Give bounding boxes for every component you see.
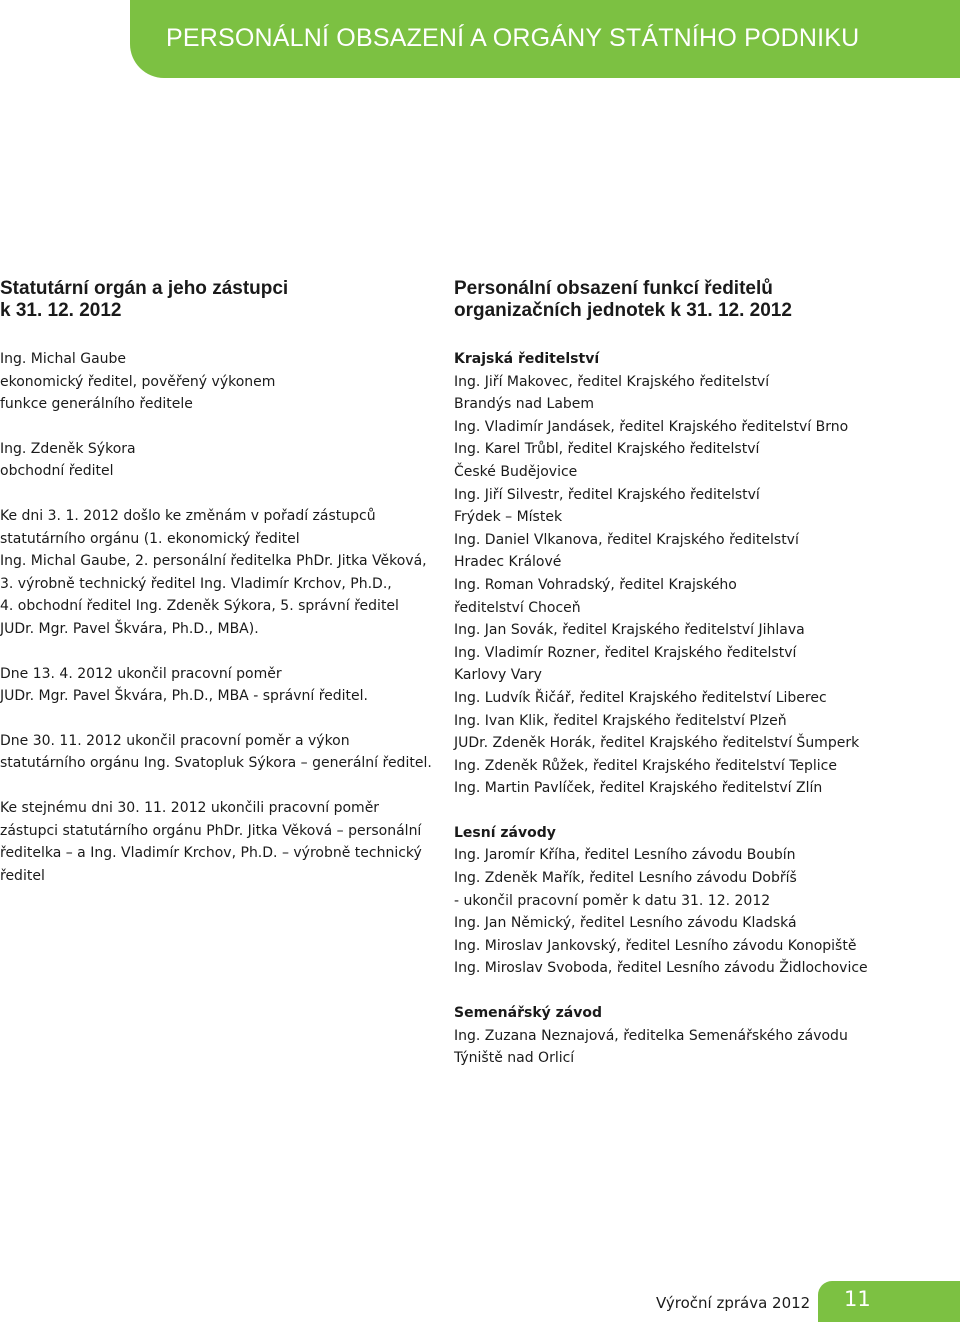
text-line: funkce generálního ředitele [0,396,193,413]
left-column [0,278,432,887]
text-line: 4. obchodní ředitel Ing. Zdeněk Sýkora, 5. správní ředitel [0,598,399,615]
director-line: Ing. Zdeněk Mařík, ředitel Lesního závodu Dobříš [454,870,797,887]
paragraph-november [0,730,432,775]
text-line: ekonomický ředitel, pověřený výkonem [0,373,276,390]
text-line: Ing. Michal Gaube, 2. personální ředitelka PhDr. Jitka Věková, [0,553,427,570]
text-line: ředitelka – a Ing. Vladimír Krchov, Ph.D. – výrobně technický [0,845,422,862]
section-seed-plant [454,1002,954,1070]
text-line: statutárního orgánu Ing. Svatopluk Sýkora – generální ředitel. [0,755,432,772]
text-line: statutárního orgánu (1. ekonomický ředitel [0,530,300,547]
director-line: JUDr. Zdeněk Horák, ředitel Krajského ředitelství Šumperk [454,735,860,752]
right-column [454,278,954,1070]
header-banner [130,0,960,78]
section-title: Lesní závody [454,824,556,841]
right-heading [454,278,954,322]
left-heading [0,278,420,322]
text-line: 3. výrobně technický ředitel Ing. Vladimír Krchov, Ph.D., [0,575,392,592]
section-lines [454,1025,954,1070]
page-title: PERSONÁLNÍ OBSAZENÍ A ORGÁNY STÁTNÍHO PODNIKU [166,24,860,52]
paragraph-gaube [0,348,420,416]
section-lines [454,844,954,980]
text-line: zástupci statutárního orgánu PhDr. Jitka Věková – personální [0,822,422,839]
director-line: Karlovy Vary [454,667,542,684]
section-lines [454,371,954,800]
director-line: Ing. Zuzana Neznajová, ředitelka Semenářského závodu [454,1027,848,1044]
director-line: Týniště nad Orlicí [454,1050,575,1067]
text-line: Ing. Zdeněk Sýkora [0,440,136,457]
director-line: Ing. Karel Trůbl, ředitel Krajského ředitelství [454,441,760,458]
text-line: obchodní ředitel [0,463,114,480]
director-line: Ing. Jan Sovák, ředitel Krajského ředitelství Jihlava [454,622,805,639]
text-line: Ke dni 3. 1. 2012 došlo ke změnám v pořadí zástupců [0,507,376,524]
text-line: Dne 13. 4. 2012 ukončil pracovní poměr [0,665,282,682]
director-line: České Budějovice [454,463,578,480]
director-line: Frýdek – Místek [454,509,563,526]
text-line: JUDr. Mgr. Pavel Škvára, Ph.D., MBA). [0,620,259,637]
director-line: Ing. Miroslav Svoboda, ředitel Lesního závodu Židlochovice [454,960,868,977]
paragraph-sykora [0,438,420,483]
left-heading-line: k 31. 12. 2012 [0,300,122,321]
director-line: ředitelství Choceň [454,599,581,616]
text-line: Ing. Michal Gaube [0,351,127,367]
director-line: Hradec Králové [454,554,562,571]
director-line: Ing. Martin Pavlíček, ředitel Krajského ředitelství Zlín [454,780,823,797]
page-number-tab [818,1281,960,1322]
section-title: Semenářský závod [454,1005,602,1022]
director-line: Ing. Vladimír Rozner, ředitel Krajského ředitelství [454,644,797,661]
footer-report-title: Výroční zpráva 2012 [656,1294,811,1312]
section-forest-plants [454,822,954,980]
director-line: Ing. Daniel Vlkanova, ředitel Krajského ředitelství [454,531,799,548]
section-title: Krajská ředitelství [454,351,600,367]
text-line: Dne 30. 11. 2012 ukončil pracovní poměr a výkon [0,732,350,749]
director-line: Ing. Jiří Makovec, ředitel Krajského ředitelství [454,373,770,390]
left-heading-line: Statutární orgán a jeho zástupci [0,278,289,299]
right-heading-line: Personální obsazení funkcí ředitelů [454,278,773,299]
director-line: - ukončil pracovní poměr k datu 31. 12. 2012 [454,892,771,909]
director-line: Ing. Vladimír Jandásek, ředitel Krajského ředitelství Brno [454,418,849,435]
director-line: Brandýs nad Labem [454,396,595,413]
director-line: Ing. Jaromír Kříha, ředitel Lesního závodu Boubín [454,847,796,864]
director-line: Ing. Miroslav Jankovský, ředitel Lesního závodu Konopiště [454,937,857,954]
director-line: Ing. Roman Vohradský, ředitel Krajského [454,576,737,593]
director-line: Ing. Ludvík Řičář, ředitel Krajského ředitelství Liberec [454,689,827,706]
director-line: Ing. Ivan Klik, ředitel Krajského ředitelství Plzeň [454,712,787,729]
director-line: Ing. Jiří Silvestr, ředitel Krajského ředitelství [454,486,760,503]
right-heading-line: organizačních jednotek k 31. 12. 2012 [454,300,792,321]
paragraph-changes [0,505,427,641]
text-line: Ke stejnému dni 30. 11. 2012 ukončili pracovní poměr [0,799,380,816]
director-line: Ing. Zdeněk Růžek, ředitel Krajského ředitelství Teplice [454,757,837,774]
paragraph-same-day [0,797,420,887]
text-line: JUDr. Mgr. Pavel Škvára, Ph.D., MBA - správní ředitel. [0,688,368,705]
director-line: Ing. Jan Němický, ředitel Lesního závodu Kladská [454,915,797,932]
paragraph-april [0,663,420,708]
section-regional-directorates [454,348,954,800]
text-line: ředitel [0,867,45,884]
page-number: 11 [844,1287,871,1311]
